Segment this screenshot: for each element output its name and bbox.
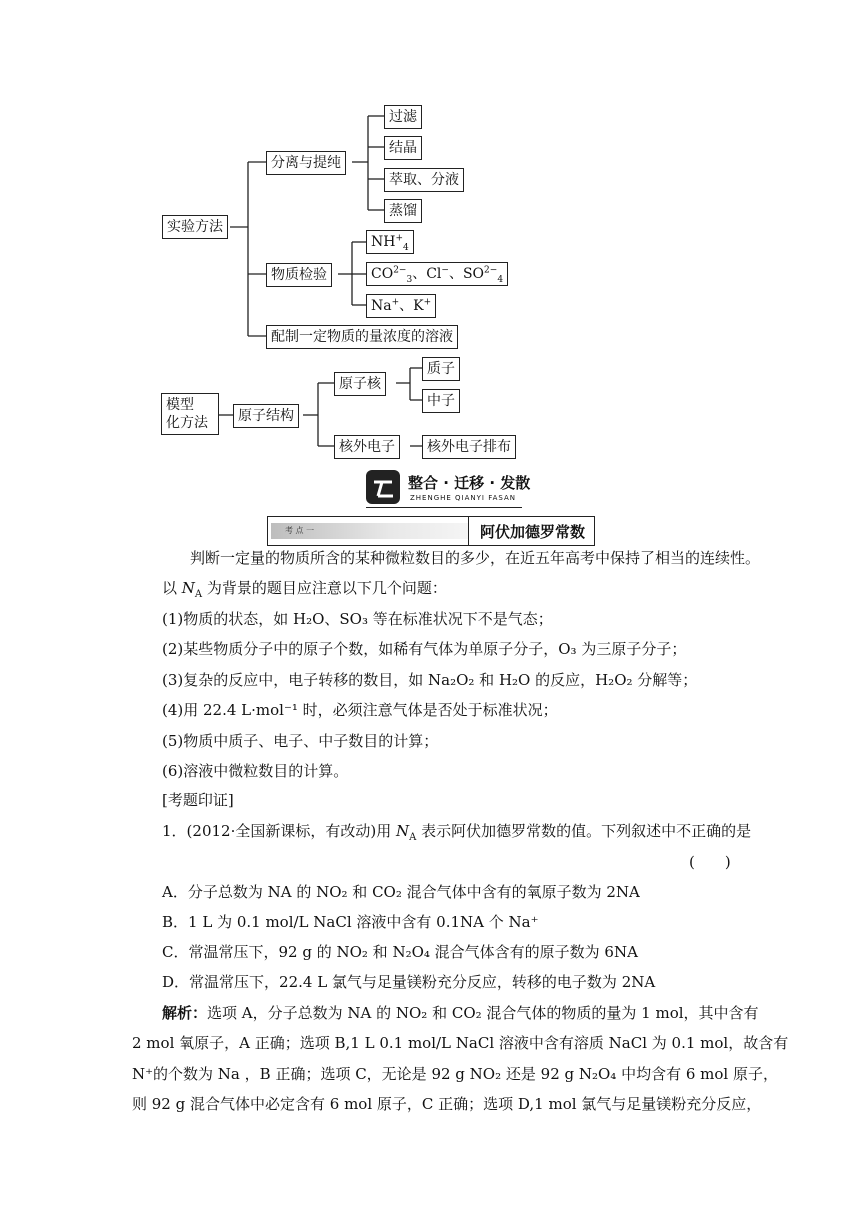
node-neutron: 中子 (422, 389, 460, 413)
node-anions: $CO^{2-}_3$、Cl−、$SO^{2-}_4$ (366, 262, 508, 286)
banner-title: 阿伏加德罗常数 (480, 523, 586, 541)
intro-line-1: 判断一定量的物质所含的某种微粒数目的多少，在近五年高考中保持了相当的连续性。 (190, 549, 761, 567)
point-3: (3)复杂的反应中，电子转移的数目，如 Na₂O₂ 和 H₂O 的反应，H₂O₂ 分解等； (162, 671, 698, 689)
node-experimental-methods: 实验方法 (162, 215, 228, 239)
option-a: A．分子总数为 NA 的 NO₂ 和 CO₂ 混合气体中含有的氧原子数为 2NA (162, 883, 640, 901)
question-stem: 1．(2012·全国新课标，有改动)用 $N_A$ 表示阿伏加德罗常数的值。下列叙述中不正确的是 (162, 822, 752, 843)
option-c: C．常温常压下，92 g 的 NO₂ 和 N₂O₄ 混合气体含有的原子数为 6NA (162, 943, 638, 961)
section-banner (267, 516, 595, 546)
node-filtration: 过滤 (384, 105, 422, 129)
answer-paren: ( ) (689, 853, 731, 871)
point-2: (2)某些物质分子中的原子个数，如稀有气体为单原子分子，O₃ 为三原子分子； (162, 640, 687, 658)
node-solution-prep: 配制一定物质的量浓度的溶液 (266, 325, 458, 349)
node-separation-purification: 分离与提纯 (266, 151, 346, 175)
intro-line-2: 以 $N_A$ 为背景的题目应注意以下几个问题： (162, 579, 447, 600)
node-proton: 质子 (422, 357, 460, 381)
node-electrons: 核外电子 (334, 435, 400, 459)
logo-rule (366, 507, 522, 508)
node-substance-test: 物质检验 (266, 263, 332, 287)
banner-divider (468, 517, 469, 545)
analysis-line-4: 则 92 g 混合气体中必定含有 6 mol 原子，C 正确；选项 D,1 mol 氯气与足量镁粉充分反应， (132, 1095, 762, 1113)
point-6: (6)溶液中微粒数目的计算。 (162, 762, 349, 780)
node-extraction: 萃取、分液 (384, 168, 464, 192)
banner-tag: 考 点 一 (271, 523, 469, 539)
node-crystallization: 结晶 (384, 136, 422, 160)
analysis-line-1: 解析：选项 A，分子总数为 NA 的 NO₂ 和 CO₂ 混合气体的物质的量为 1 mol，其中含有 (162, 1004, 759, 1022)
node-distillation: 蒸馏 (384, 199, 422, 223)
node-modeling-methods: 模型 化方法 (161, 393, 219, 435)
logo-icon (366, 470, 400, 504)
point-5: (5)物质中质子、电子、中子数目的计算； (162, 732, 439, 750)
analysis-line-3: N⁺的个数为 Na ，B 正确；选项 C，无论是 92 g NO₂ 还是 92 g N₂O₄ 中均含有 6 mol 原子， (132, 1065, 778, 1083)
logo-subtitle: ZHENGHE QIANYI FASAN (410, 494, 516, 502)
section-title: [考题印证] (162, 791, 234, 809)
node-electron-config: 核外电子排布 (422, 435, 516, 459)
option-b: B．1 L 为 0.1 mol/L NaCl 溶液中含有 0.1NA 个 Na⁺ (162, 913, 539, 931)
node-nh4: $NH^+_4$ (366, 230, 414, 254)
node-atomic-structure: 原子结构 (233, 404, 299, 428)
point-1: (1)物质的状态，如 H₂O、SO₃ 等在标准状况下不是气态； (162, 610, 553, 628)
point-4: (4)用 22.4 L·mol⁻¹ 时，必须注意气体是否处于标准状况； (162, 701, 558, 719)
logo-title: 整合 · 迁移 · 发散 (408, 474, 531, 492)
node-nucleus: 原子核 (334, 372, 386, 396)
node-cations: Na+、K+ (366, 294, 436, 318)
option-d: D．常温常压下，22.4 L 氯气与足量镁粉充分反应，转移的电子数为 2NA (162, 973, 656, 991)
analysis-line-2: 2 mol 氧原子，A 正确；选项 B,1 L 0.1 mol/L NaCl 溶液中含有溶质 NaCl 为 0.1 mol，故含有 (132, 1034, 789, 1052)
